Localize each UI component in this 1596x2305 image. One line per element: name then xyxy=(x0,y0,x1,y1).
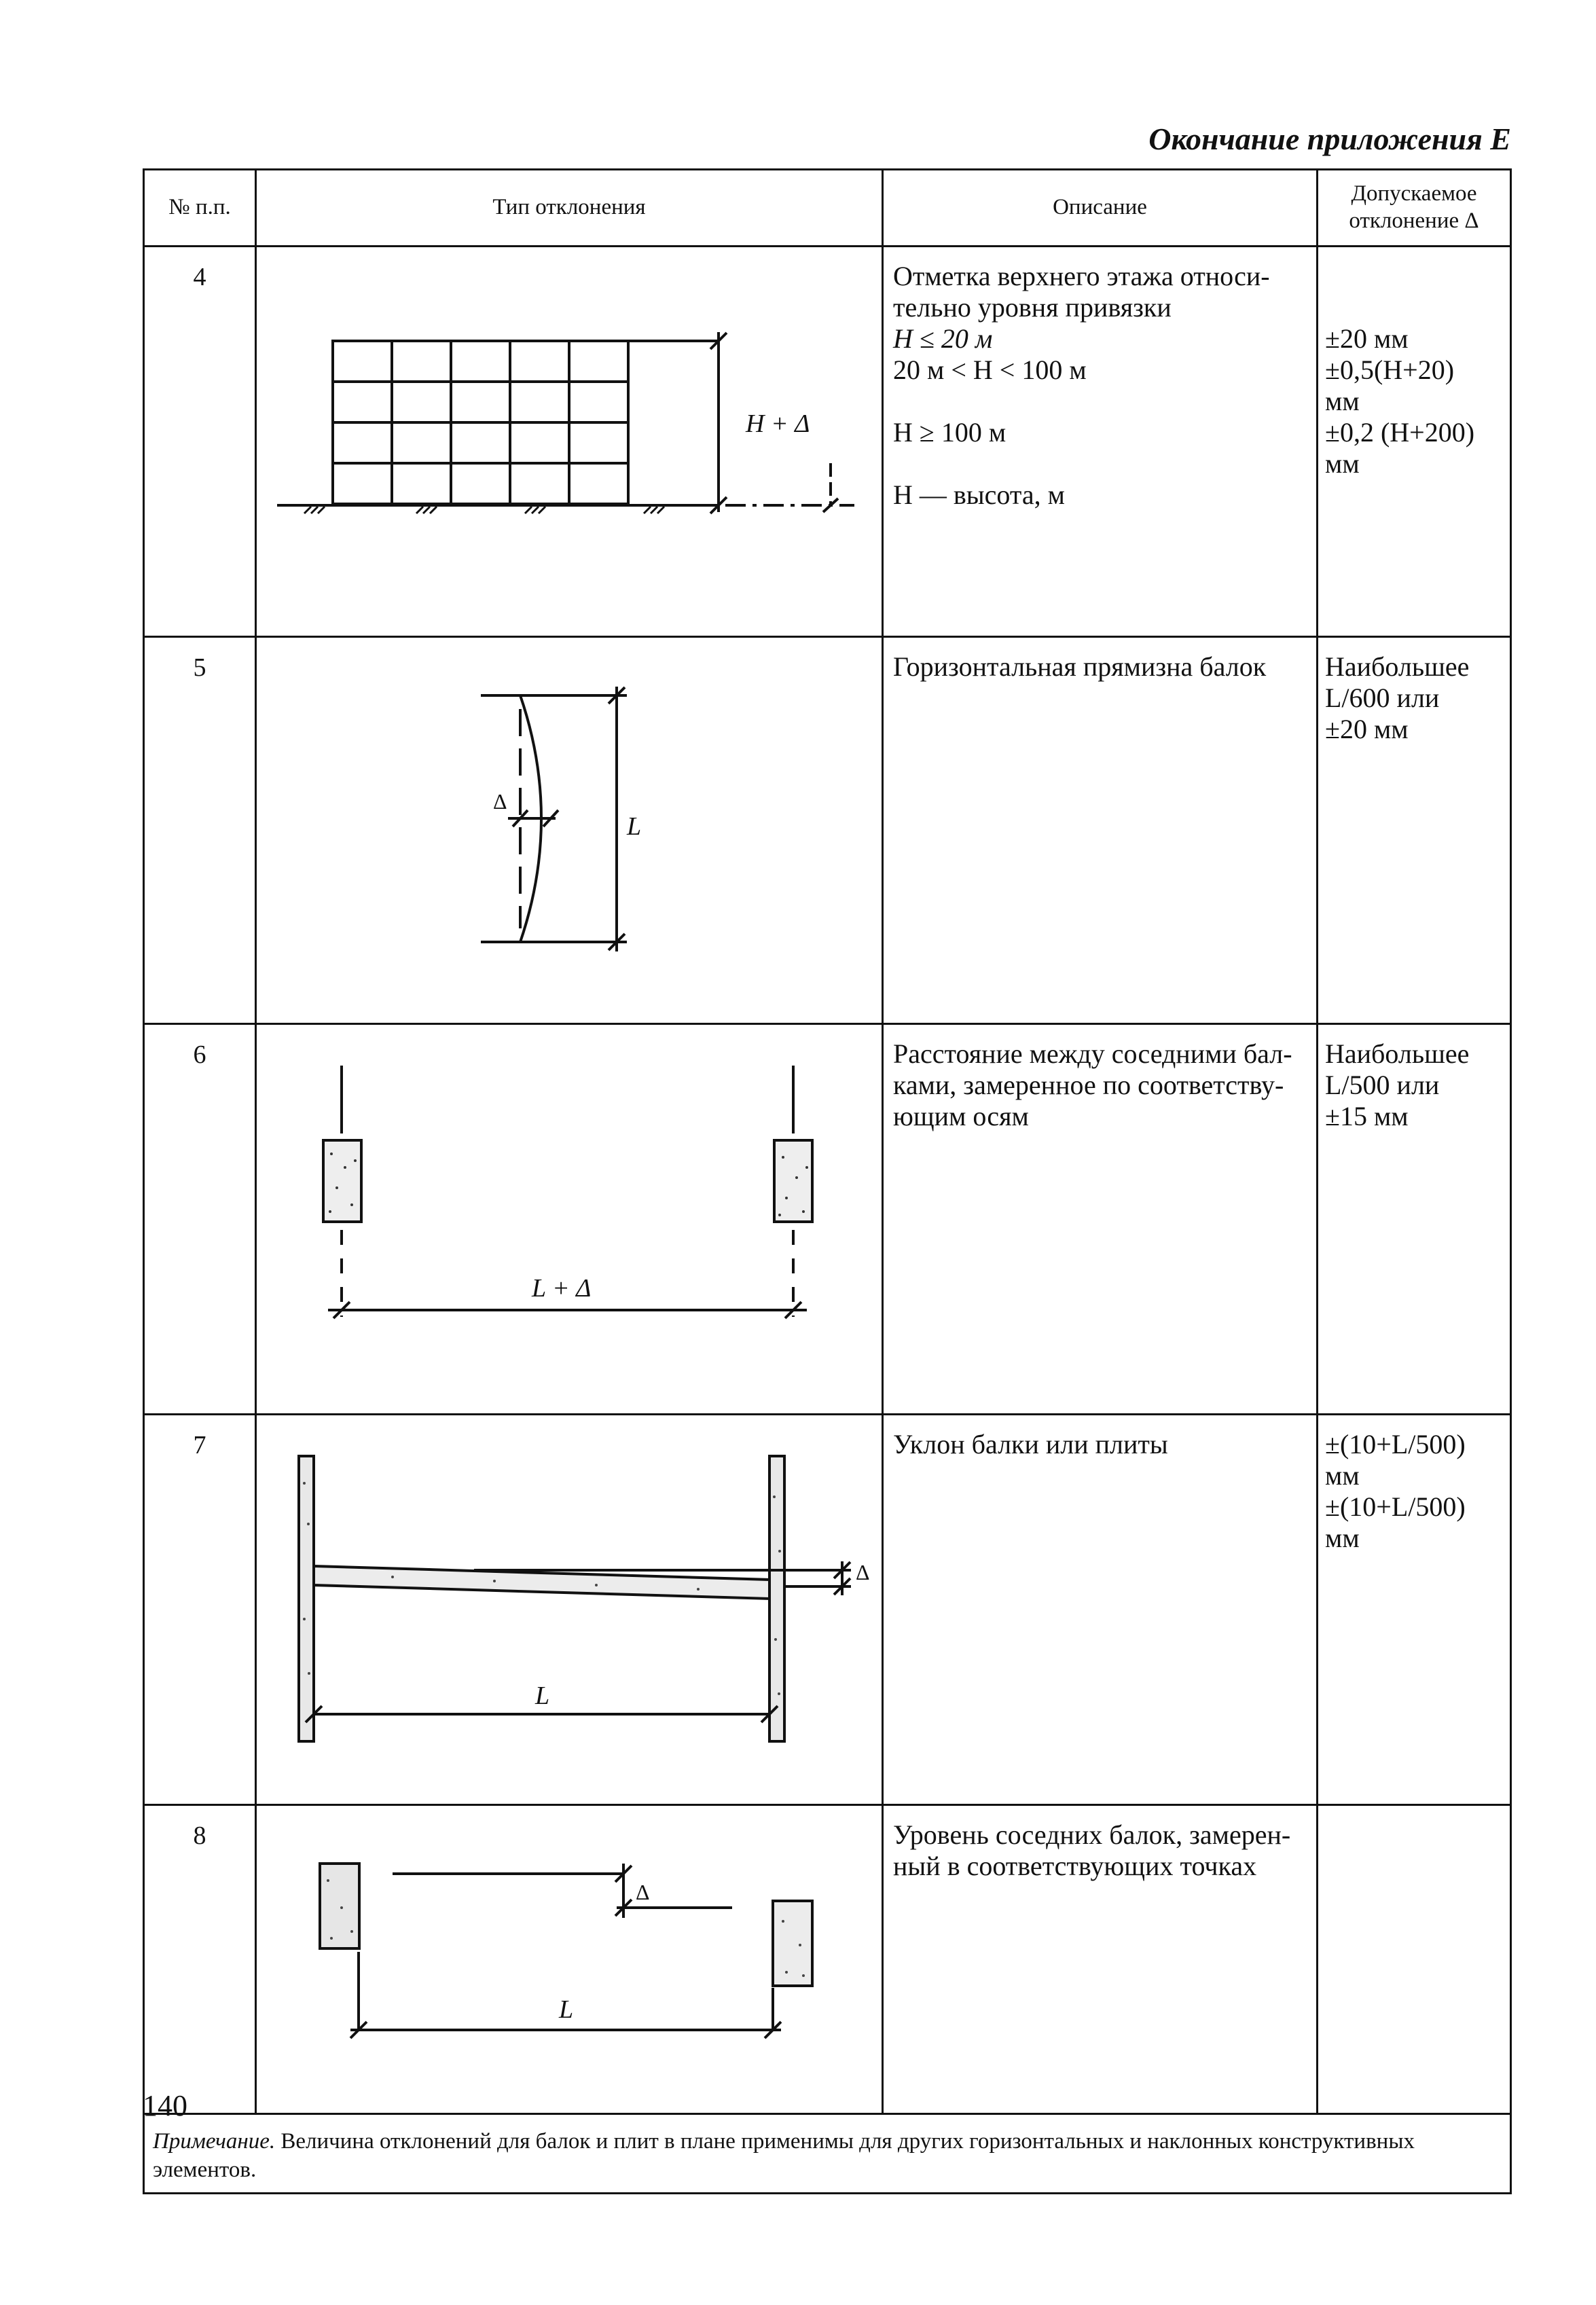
row-deviation: Наибольшее L/600 или ±20 мм xyxy=(1318,637,1511,1024)
row-description: Отметка верхнего этажа относи- тельно уровня привязки H ≤ 20 м 20 м < H < 100 м H ≥ 100 м H — высота, м xyxy=(883,247,1318,637)
figure-beam-spacing xyxy=(256,1024,883,1415)
header-type: Тип отклонения xyxy=(256,170,883,247)
row-deviation: ±(10+L/500) мм ±(10+L/500) мм xyxy=(1318,1415,1511,1805)
row-description: Горизонтальная прямизна балок xyxy=(883,637,1318,1024)
figure-beam-slope xyxy=(256,1415,883,1805)
fig4-label: H + Δ xyxy=(746,410,810,438)
fig5-delta-label: Δ xyxy=(493,789,507,814)
row-number: 6 xyxy=(144,1024,256,1415)
header-desc: Описание xyxy=(883,170,1318,247)
fig8-length-label: L xyxy=(559,1995,574,2024)
note-text: Величина отклонений для балок и плит в плане применимы для других горизонтальных и наклонных конструктивных элементов. xyxy=(153,2129,1415,2182)
deviation-table xyxy=(143,168,1512,2194)
figure-building-height xyxy=(256,247,883,637)
figure-beam-level xyxy=(256,1805,883,2114)
row-number: 5 xyxy=(144,637,256,1024)
header-num: № п.п. xyxy=(144,170,256,247)
row-number: 4 xyxy=(144,247,256,637)
page-caption: Окончание приложения Е xyxy=(1148,122,1511,156)
row-deviation: Наибольшее L/500 или ±15 мм xyxy=(1318,1024,1511,1415)
table-row xyxy=(144,637,1511,1024)
row-deviation: ±20 мм ±0,5(H+20) мм ±0,2 (H+200) мм xyxy=(1318,247,1511,637)
row-description: Уровень соседних балок, замерен- ный в соответствующих точках xyxy=(883,1805,1318,2114)
fig8-delta-label: Δ xyxy=(636,1880,650,1904)
note-label: Примечание. xyxy=(153,2129,276,2154)
note-row xyxy=(144,2114,1511,2194)
row-description: Уклон балки или плиты xyxy=(883,1415,1318,1805)
fig7-delta-label: Δ xyxy=(856,1560,870,1584)
row-deviation xyxy=(1318,1805,1511,2114)
figure-beam-straightness xyxy=(256,637,883,1024)
table-row xyxy=(144,1805,1511,2114)
table-row xyxy=(144,247,1511,637)
page-number: 140 xyxy=(143,2089,187,2122)
fig6-label: L + Δ xyxy=(532,1274,592,1303)
fig5-length-label: L xyxy=(627,812,642,841)
row-description: Расстояние между соседними бал- ками, замеренное по соответству- ющим осям xyxy=(883,1024,1318,1415)
table-note xyxy=(144,2114,1511,2194)
header-deviation: Допускаемое отклонение Δ xyxy=(1318,170,1511,247)
fig7-length-label: L xyxy=(535,1682,550,1710)
table-header-row xyxy=(144,170,1511,247)
row-number: 8 xyxy=(144,1805,256,2114)
table-row xyxy=(144,1415,1511,1805)
row-number: 7 xyxy=(144,1415,256,1805)
table-row xyxy=(144,1024,1511,1415)
